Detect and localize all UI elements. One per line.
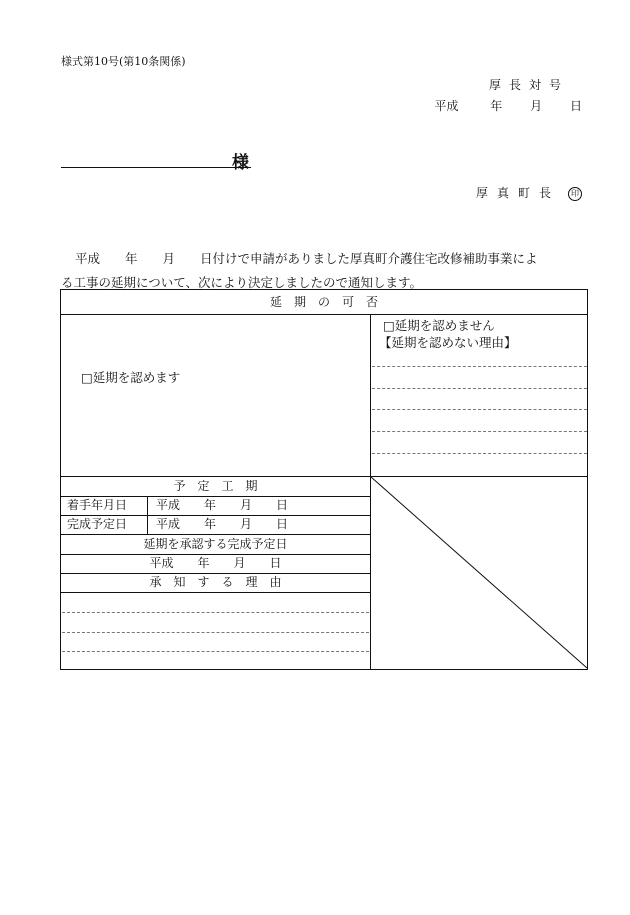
deny-option: □延期を認めません xyxy=(383,318,495,333)
seal-mark: 印 xyxy=(568,187,582,201)
deny-reason-line xyxy=(372,388,587,389)
schedule-title: 予 定 工 期 xyxy=(61,477,370,497)
deny-reason-line xyxy=(372,409,587,410)
reason-line xyxy=(62,612,369,613)
issue-date xyxy=(410,97,582,114)
approved-completion-value: 平成 年 月 日 xyxy=(61,554,370,574)
reason-line xyxy=(62,632,369,633)
form-number: 様式第10号(第10条関係) xyxy=(61,55,186,68)
recipient-name-line xyxy=(61,167,251,168)
reason-line xyxy=(62,651,369,652)
sender-title: 厚真町長 xyxy=(475,186,560,200)
start-date-row xyxy=(61,496,370,516)
date-year: 年 xyxy=(490,99,503,113)
sender-name xyxy=(476,184,582,201)
date-day: 日 xyxy=(569,99,582,113)
reason-title: 承 知 す る 理 由 xyxy=(61,573,370,593)
date-month: 月 xyxy=(530,99,543,113)
completion-date-value: 平成 年 月 日 xyxy=(156,517,289,531)
completion-date-row xyxy=(61,515,370,535)
form-title: 延 期 の 可 否 xyxy=(61,290,587,315)
approved-completion-title: 延期を承認する完成予定日 xyxy=(61,535,370,555)
recipient-suffix: 様 xyxy=(232,153,249,173)
notice-body xyxy=(61,247,591,295)
deny-reason-line xyxy=(372,431,587,432)
deny-option-block xyxy=(379,317,517,351)
completion-date-label: 完成予定日 xyxy=(61,515,148,534)
notice-line-1: 平成 年 月 日付けで申請がありました厚真町介護住宅改修補助事業によ xyxy=(75,251,538,266)
notice-line-2: る工事の延期について、次により決定しましたので通知します。 xyxy=(61,275,423,290)
approve-option: □延期を認めます xyxy=(81,370,181,385)
start-date-value: 平成 年 月 日 xyxy=(156,498,289,512)
document-number: 厚長対号 xyxy=(488,78,569,92)
date-era: 平成 xyxy=(434,99,459,113)
decision-form-table xyxy=(60,289,588,670)
deny-reason-line xyxy=(372,366,587,367)
start-date-label: 着手年月日 xyxy=(61,496,148,515)
deny-reason-line xyxy=(372,453,587,454)
diagonal-strike xyxy=(371,477,588,669)
deny-reason-label: 【延期を認めない理由】 xyxy=(379,335,517,350)
